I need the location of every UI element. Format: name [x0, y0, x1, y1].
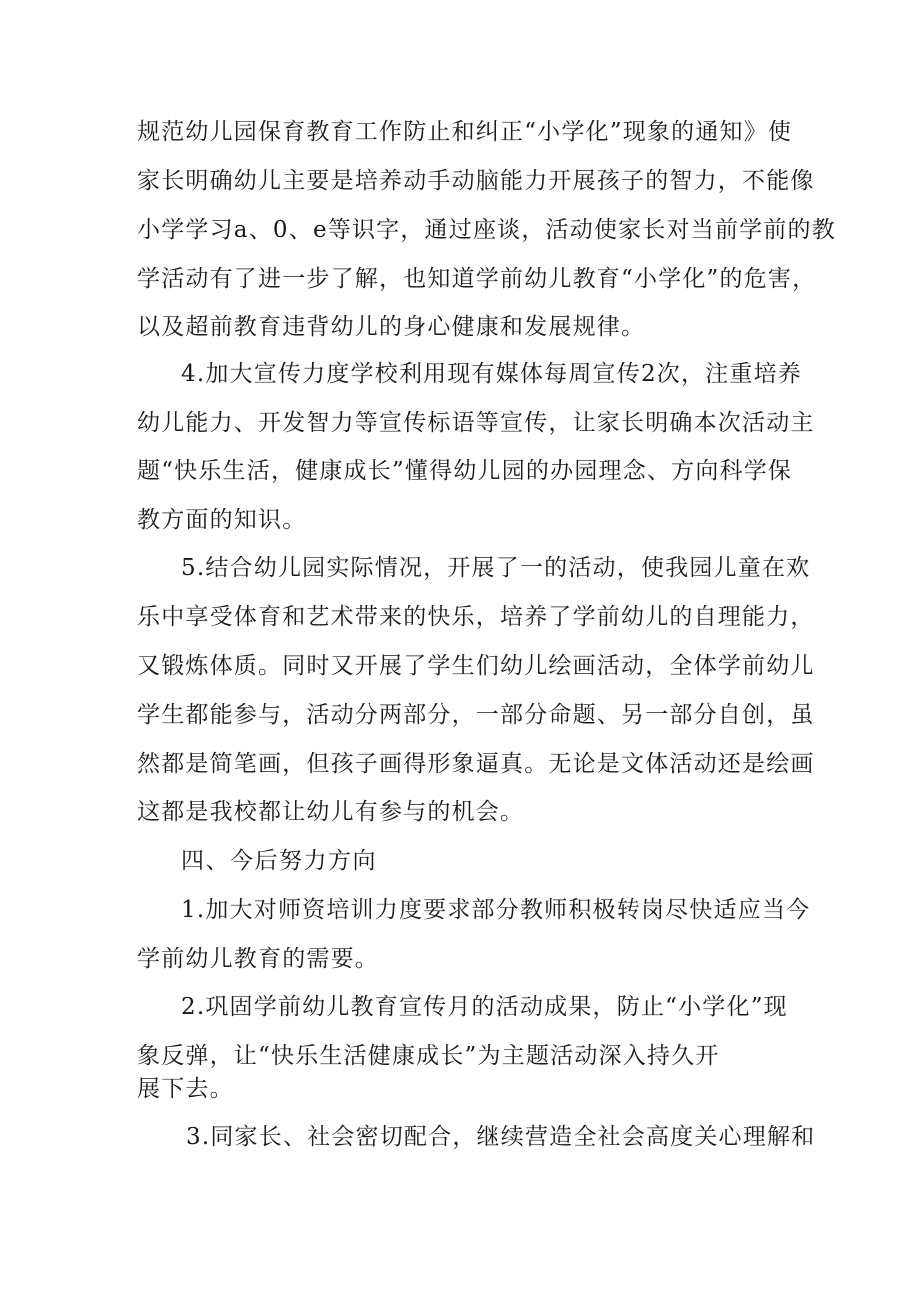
text-line: 题“快乐生活，健康成长”懂得幼儿园的办园理念、方向科学保 — [137, 458, 793, 484]
text-line: 学活动有了进一步了解，也知道学前幼儿教育“小学化”的危害， — [137, 266, 817, 292]
text-line: 这都是我校都让幼儿有参与的机会。 — [137, 799, 525, 825]
section-heading: 四、今后努力方向 — [181, 848, 377, 874]
text-line: 展下去。 — [137, 1076, 234, 1102]
text-line: 学前幼儿教育的需要。 — [137, 946, 379, 972]
text-line: 乐中享受体育和艺术带来的快乐，培养了学前幼儿的自理能力， — [137, 604, 815, 630]
text-line: 以及超前教育违背幼儿的身心健康和发展规律。 — [137, 314, 646, 340]
item-1-start: 1.加大对师资培训力度要求部分教师积极转岗尽快适应当今 — [181, 897, 811, 923]
item-3-start: 3.同家长、社会密切配合，继续营造全社会高度关心理解和 — [186, 1124, 816, 1150]
paragraph-4-start: 4.加大宣传力度学校利用现有媒体每周宣传2次，注重培养 — [181, 361, 802, 387]
paragraph-5-start: 5.结合幼儿园实际情况，开展了一的活动，使我园儿童在欢 — [181, 555, 811, 581]
text-line: 家长明确幼儿主要是培养动手动脑能力开展孩子的智力，不能像 — [137, 168, 815, 194]
text-line: 教方面的知识。 — [137, 507, 307, 533]
text-line: 小学学习a、0、e等识字，通过座谈，活动使家长对当前学前的教 — [137, 217, 836, 243]
text-line: 幼儿能力、开发智力等宣传标语等宣传，让家长明确本次活动主 — [137, 410, 815, 436]
text-line: 规范幼儿园保育教育工作防止和纠正“小学化”现象的通知》使 — [137, 119, 793, 145]
text-line: 又锻炼体质。同时又开展了学生们幼儿绘画活动，全体学前幼儿 — [137, 653, 815, 679]
text-line: 然都是简笔画，但孩子画得形象逼真。无论是文体活动还是绘画 — [137, 751, 815, 777]
text-line: 学生都能参与，活动分两部分，一部分命题、另一部分自创，虽 — [137, 702, 815, 728]
item-2-start: 2.巩固学前幼儿教育宣传月的活动成果，防止“小学化”现 — [181, 994, 788, 1020]
text-line: 象反弹，让“快乐生活健康成长”为主题活动深入持久开 — [137, 1043, 720, 1069]
